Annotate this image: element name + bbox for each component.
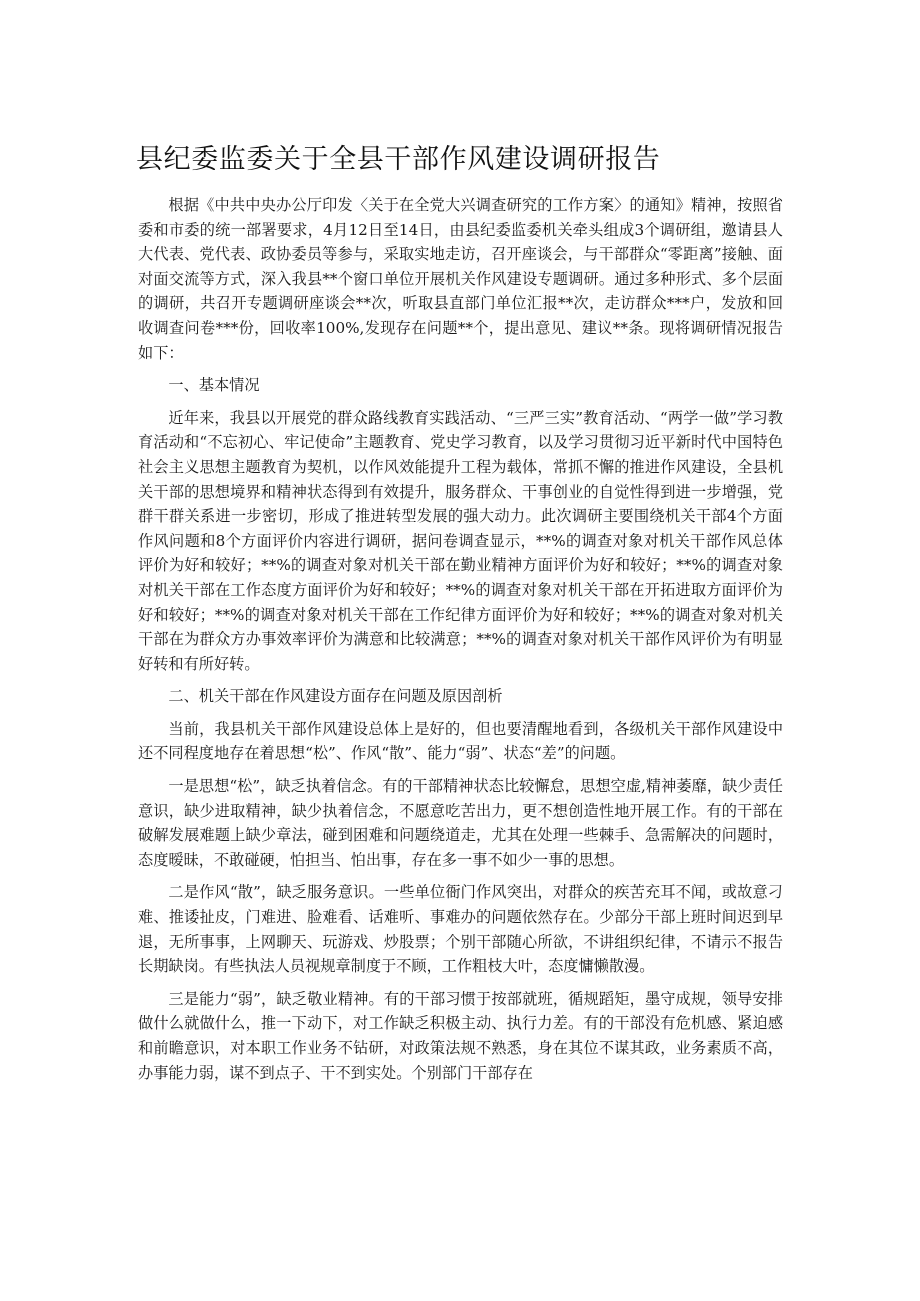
section2-paragraph-1: 当前，我县机关干部作风建设总体上是好的，但也要清醒地看到，各级机关干部作风建设中还不同程度地存在着思想“松”、作风“散”、能力“弱”、状态“差”的问题。 xyxy=(138,719,783,763)
document-body xyxy=(138,193,783,1085)
section2-heading: 二、机关干部在作风建设方面存在问题及原因剖析 xyxy=(168,687,503,706)
section1-paragraph: 近年来，我县以开展党的群众路线教育实践活动、“三严三实”教育活动、“两学一做”学习教育活动和“不忘初心、牢记使命”主题教育、党史学习教育，以及学习贯彻习近平新时代中国特色社会主义思想主题教育为契机，以作风效能提升工程为载体，常抓不懈的推进作风建设，全县机关干部的思想境界和精神状态得到有效提升，服务群众、干事创业的自觉性得到进一步增强，党群干群关系进一步密切，形成了推进转型发展的强大动力。此次调研主要围绕机关干部4个方面作风问题和8个方面评价内容进行调研，据问卷调查显示，**%的调查对象对机关干部作风总体评价为好和较好；**%的调查对象对机关干部在勤业精神方面评价为好和较好；**%的调查对象对机关干部在工作态度方面评价为好和较好；**%的调查对象对机关干部在开拓进取方面评价为好和较好；**%的调查对象对机关干部在工作纪律方面评价为好和较好；**%的调查对象对机关干部在为群众方办事效率评价为满意和比较满意；**%的调查对象对机关干部作风评价为有明显好转和有所好转。 xyxy=(138,408,783,673)
section1-heading: 一、基本情况 xyxy=(168,376,260,395)
intro-paragraph: 根据《中共中央办公厅印发〈关于在全党大兴调查研究的工作方案〉的通知》精神，按照省委和市委的统一部署要求，4月12日至14日，由县纪委监委机关牵头组成3个调研组，邀请县人大代表、党代表、政协委员等参与，采取实地走访，召开座谈会，与干部群众“零距离”接触、面对面交流等方式，深入我县**个窗口单位开展机关作风建设专题调研。通过多种形式、多个层面的调研，共召开专题调研座谈会**次，听取县直部门单位汇报**次，走访群众***户，发放和回收调查问卷***份，回收率100%,发现存在问题**个，提出意见、建议**条。现将调研情况报告如下： xyxy=(138,196,783,362)
document-title: 县纪委监委关于全县干部作风建设调研报告 xyxy=(136,144,661,175)
section2-paragraph-4: 三是能力“弱”，缺乏敬业精神。有的干部习惯于按部就班，循规蹈矩，墨守成规，领导安排做什么就做什么，推一下动下，对工作缺乏积极主动、执行力差。有的干部没有危机感、紧迫感和前瞻意识，对本职工作业务不钻研，对政策法规不熟悉，身在其位不谋其政，业务素质不高，办事能力弱，谋不到点子、干不到实处。个别部门干部存在 xyxy=(138,989,783,1082)
section2-paragraph-2: 一是思想“松”，缺乏执着信念。有的干部精神状态比较懈怠，思想空虚,精神萎靡，缺少责任意识，缺少进取精神，缺少执着信念，不愿意吃苦出力，更不想创造性地开展工作。有的干部在破解发展难题上缺少章法，碰到困难和问题绕道走，尤其在处理一些棘手、急需解决的问题时，态度暧昧，不敢碰硬，怕担当、怕出事，存在多一事不如少一事的思想。 xyxy=(138,777,783,869)
section2-paragraph-3: 二是作风“散”，缺乏服务意识。一些单位衙门作风突出，对群众的疾苦充耳不闻，或故意刁难、推诿扯皮，门难进、脸难看、话难听、事难办的问题依然存在。少部分干部上班时间迟到早退，无所事事，上网聊天、玩游戏、炒股票；个别干部随心所欲，不讲组织纪律，不请示不报告长期缺岗。有些执法人员视规章制度于不顾，工作粗枝大叶，态度慵懒散漫。 xyxy=(138,883,783,976)
